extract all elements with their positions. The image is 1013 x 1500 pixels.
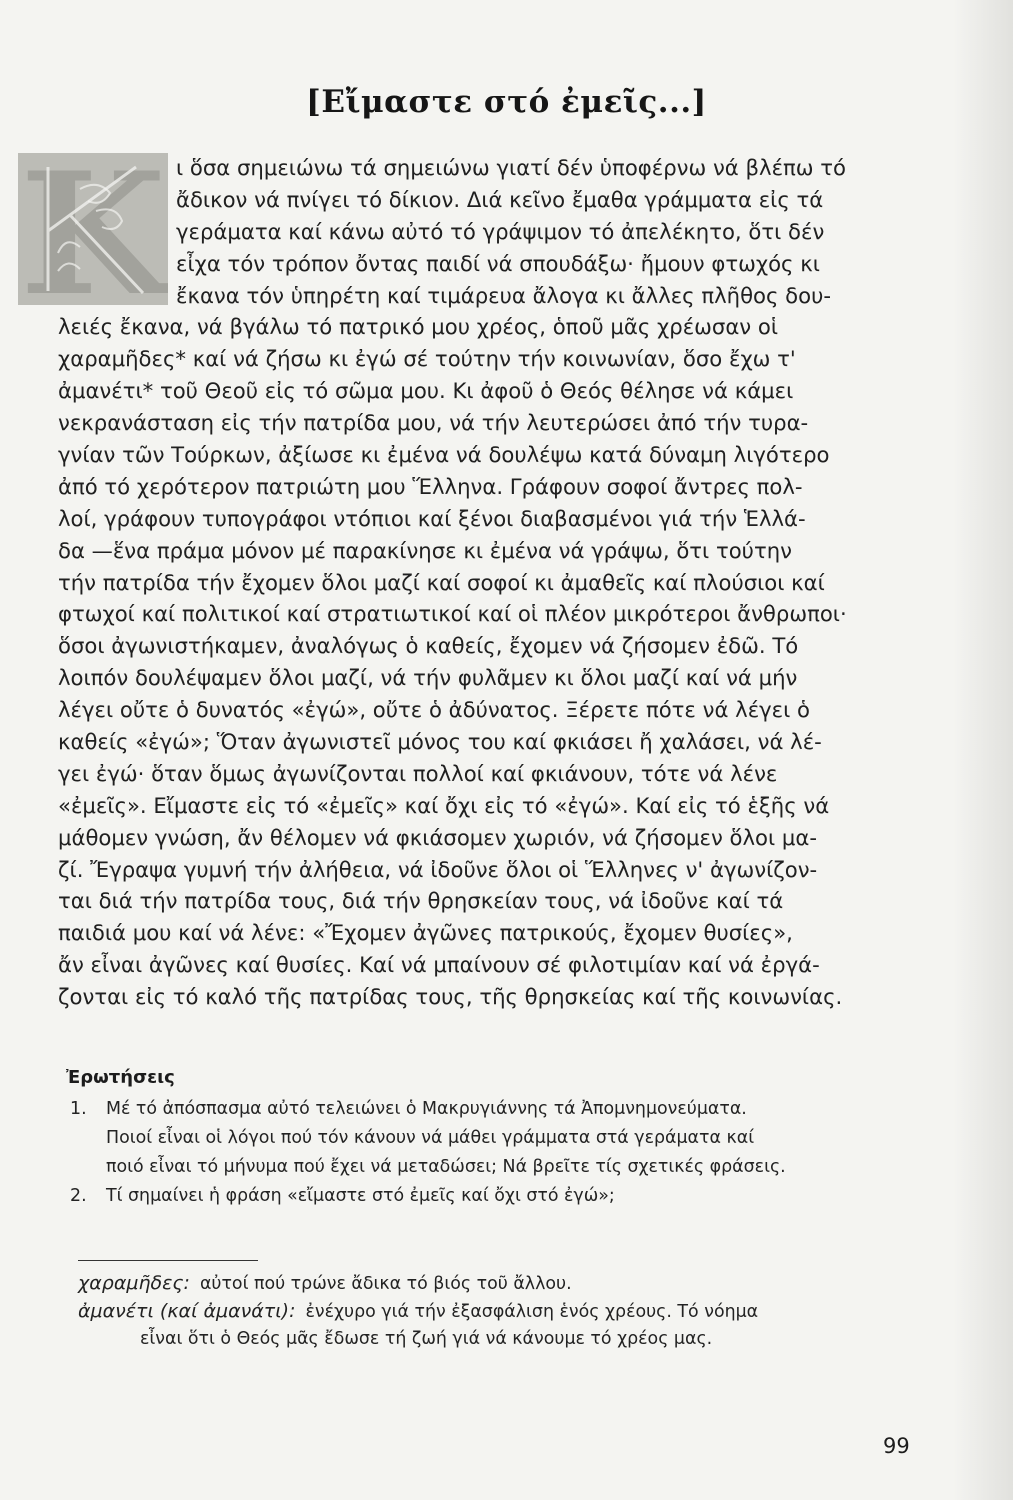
page-edge-shadow [953,0,1013,1500]
text-line: ται διά τήν πατρίδα τους, διά τήν θρησκείαν τους, νά ἰδοῦνε καί τά [58,888,784,914]
text-line: νεκρανάσταση εἰς τήν πατρίδα μου, νά τήν λευτερώσει ἀπό τήν τυρα- [58,410,809,436]
text-line: ἔκανα τόν ὑπηρέτη καί τιμάρευα ἄλογα κι ἄλλες πλῆθος δου- [176,282,832,308]
questions-list [70,1095,930,1211]
text-line: λοιπόν δουλέψαμεν ὅλοι μαζί, νά τήν φυλᾶμεν κι ὅλοι μαζί καί νά μήν [58,665,798,691]
chapter-title: [Εἴμαστε στό ἐμεῖς...] [306,84,707,120]
text-line: ι ὅσα σημειώνω τά σημειώνω γιατί δέν ὑποφέρνω νά βλέπω τό [176,155,846,180]
text-line: γεράματα καί κάνω αὐτό τό γράψιμον τό ἀπελέκητο, ὅτι δέν [176,218,825,244]
footnote-definition: αὐτοί πού τρώνε ἄδικα τό βιός τοῦ ἄλλου. [199,1274,572,1294]
footnote-term: ἀμανέτι (καί ἀμανάτι): [78,1299,296,1322]
text-line: ἀμανέτι* τοῦ Θεοῦ εἰς τό σῶμα μου. Κι ἀφοῦ ὁ Θεός θέλησε νά κάμει [58,378,794,404]
page-number: 99 [883,1434,910,1458]
questions-heading: Ἐρωτήσεις [66,1067,175,1088]
svg-text:K: K [19,153,167,305]
text-line: δα —ἕνα πράμα μόνον μέ παρακίνησε κι ἐμένα νά γράψω, ὅτι τούτην [58,537,792,563]
main-text [58,152,908,1013]
question-number: 1. [70,1099,87,1119]
question-line: ποιό εἶναι τό μήνυμα πού ἔχει νά μεταδώσει; Νά βρεῖτε τίς σχετικές φράσεις. [106,1157,786,1177]
question-number: 2. [70,1186,87,1206]
text-line: τήν πατρίδα τήν ἔχομεν ὅλοι μαζί καί σοφοί κι ἀμαθεῖς καί πλούσιοι καί [58,569,825,595]
text-line: λοί, γράφουν τυπογράφοι ντόπιοι καί ξένοι διαβασμένοι γιά τήν Ἑλλά- [58,505,806,531]
text-line: ἀπό τό χερότερον πατριώτη μου Ἕλληνα. Γράφουν σοφοί ἄντρες πολ- [58,473,803,499]
text-line: «ἐμεῖς». Εἴμαστε εἰς τό «ἐμεῖς» καί ὄχι εἰς τό «ἐγώ». Καί εἰς τό ἑξῆς νά [58,792,830,818]
text-line: ἄν εἶναι ἀγῶνες καί θυσίες. Καί νά μπαίνουν σέ φιλοτιμίαν καί νά ἐργά- [58,952,820,978]
question-item [70,1182,930,1211]
text-line: φτωχοί καί πολιτικοί καί στρατιωτικοί καί οἱ πλέον μικρότεροι ἄνθρωποι· [58,601,847,627]
footnote-definition: ἐνέχυρο γιά τήν ἐξασφάλιση ἑνός χρέους. Τό νόημα [305,1301,759,1322]
question-line: Ποιοί εἶναι οἱ λόγοι πού τόν κάνουν νά μάθει γράμματα στά γεράματα καί [106,1128,755,1148]
text-line: εἶχα τόν τρόπον ὄντας παιδί νά σπουδάξω· ἤμουν φτωχός κι [176,250,820,276]
text-line: χαραμῆδες* καί νά ζήσω κι ἐγώ σέ τούτην τήν κοινωνίαν, ὅσο ἔχω τ' [58,346,796,372]
footnote-item [78,1298,938,1326]
text-line: καθείς «ἐγώ»; Ὅταν ἀγωνιστεῖ μόνος του καί φκιάσει ἤ χαλάσει, νά λέ- [58,729,822,755]
text-line: μάθομεν γνώση, ἄν θέλομεν νά φκιάσομεν χωριόν, νά ζήσομεν ὅλοι μα- [58,824,818,850]
footnote-divider [78,1260,258,1261]
footnotes [78,1270,938,1352]
footnote-item [78,1270,938,1298]
question-line: Μέ τό ἀπόσπασμα αὐτό τελειώνει ὁ Μακρυγιάννης τά Ἀπομνημονεύματα. [106,1099,747,1119]
text-line: ζί. Ἔγραψα γυμνή τήν ἀλήθεια, νά ἰδοῦνε ὅλοι οἱ Ἕλληνες ν' ἀγωνίζον- [58,856,818,882]
text-line: ζονται εἰς τό καλό τῆς πατρίδας τους, τῆς θρησκείας καί τῆς κοινωνίας. [58,984,843,1010]
question-item [70,1095,930,1182]
text-line: λειές ἔκανα, νά βγάλω τό πατρικό μου χρέος, ὁποῦ μᾶς χρέωσαν οἱ [58,314,778,340]
text-line: λέγει οὔτε ὁ δυνατός «ἐγώ», οὔτε ὁ ἀδύνατος. Ξέρετε πότε νά λέγει ὁ [58,697,811,723]
text-line: γνίαν τῶν Τούρκων, ἀξίωσε κι ἐμένα νά δουλέψω κατά δύναμη λιγότερο [58,442,830,468]
question-line: Τί σημαίνει ἡ φράση «εἴμαστε στό ἐμεῖς καί ὄχι στό ἐγώ»; [106,1186,615,1206]
text-line: ὅσοι ἀγωνιστήκαμεν, ἀναλόγως ὁ καθείς, ἔχομεν νά ζήσομεν ἐδῶ. Τό [58,633,799,659]
text-line: παιδιά μου καί νά λένε: «Ἔχομεν ἀγῶνες πατρικούς, ἔχομεν θυσίες», [58,920,793,946]
text-line: γει ἐγώ· ὅταν ὅμως ἀγωνίζονται πολλοί καί φκιάνουν, τότε νά λένε [58,760,778,786]
footnote-continuation: εἶναι ὅτι ὁ Θεός μᾶς ἔδωσε τή ζωή γιά νά κάνουμε τό χρέος μας. [140,1328,713,1349]
footnote-term: χαραμῆδες: [78,1272,190,1294]
text-line: ἄδικον νά πνίγει τό δίκιον. Διά κεῖνο ἔμαθα γράμματα εἰς τά [176,186,824,212]
